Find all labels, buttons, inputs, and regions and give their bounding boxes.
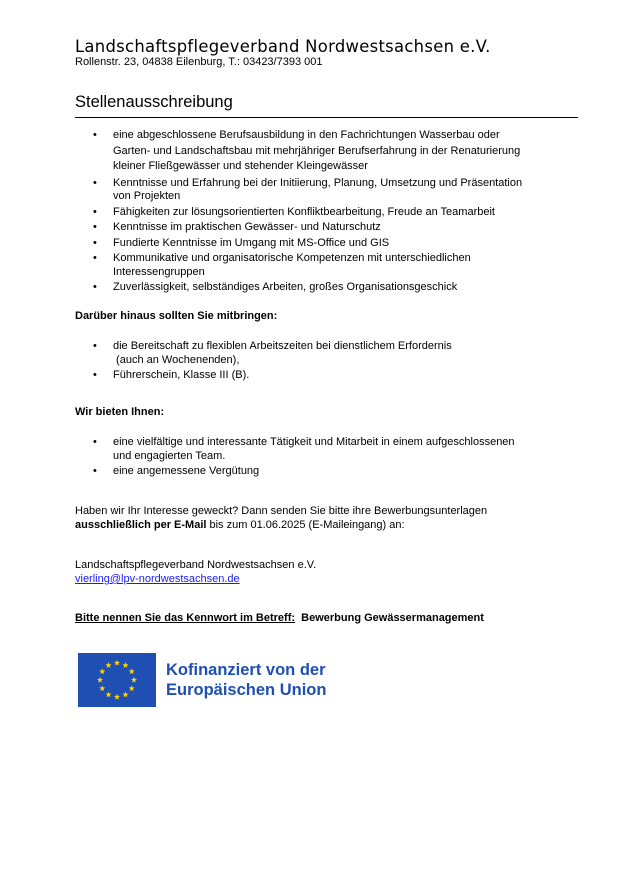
requirement-line: Fähigkeiten zur lösungsorientierten Konfliktbearbeitung, Freude an Teamarbeit: [113, 205, 495, 218]
requirement-line: Fundierte Kenntnisse im Umgang mit MS-Office und GIS: [113, 236, 390, 249]
eu-star-icon: [99, 685, 105, 691]
offer-line: eine vielfältige und interessante Tätigkeit und Mitarbeit in einem aufgeschlossenen: [113, 436, 515, 448]
eu-star-icon: [105, 662, 111, 668]
organization-name: Landschaftspflegeverband Nordwestsachsen e.V.: [75, 37, 491, 56]
extra-list: [75, 340, 575, 385]
list-item: [75, 128, 575, 175]
extra-line: Führerschein, Klasse III (B).: [113, 369, 250, 381]
email-only-emphasis: ausschließlich per E-Mail: [75, 519, 207, 531]
list-item: [75, 281, 575, 295]
requirement-line: kleiner Fließgewässer und stehender Kleingewässer: [113, 160, 368, 172]
section-heading-extra: Darüber hinaus sollten Sie mitbringen:: [75, 310, 278, 322]
list-item: [75, 221, 575, 235]
requirement-line: von Projekten: [113, 190, 181, 202]
extra-line: (auch an Wochenenden),: [113, 353, 240, 366]
bullet-icon: •: [93, 369, 97, 381]
extra-line: die Bereitschaft zu flexiblen Arbeitszeiten bei dienstlichem Erfordernis: [113, 340, 452, 352]
requirement-line: eine abgeschlossene Berufsausbildung in den Fachrichtungen Wasserbau oder: [113, 129, 500, 141]
bullet-icon: •: [93, 205, 97, 218]
bullet-icon: •: [93, 436, 97, 448]
eu-star-icon: [105, 692, 111, 698]
application-line: Haben wir Ihr Interesse geweckt? Dann senden Sie bitte ihre Bewerbungsunterlagen: [75, 505, 488, 517]
eu-star-icon: [99, 668, 105, 674]
bullet-icon: •: [93, 236, 97, 249]
bullet-icon: •: [93, 221, 97, 233]
requirements-list: [75, 128, 575, 297]
eu-star-icon: [122, 662, 128, 668]
eu-star-icon: [122, 692, 128, 698]
bullet-icon: •: [93, 252, 97, 264]
bullet-icon: •: [93, 281, 97, 293]
eu-star-icon: [129, 685, 135, 691]
list-item: [75, 340, 575, 367]
keyword-value: Bewerbung Gewässermanagement: [295, 612, 484, 624]
bullet-icon: •: [93, 340, 97, 352]
organization-address: Rollenstr. 23, 04838 Eilenburg, T.: 03423/7393 001: [75, 56, 323, 68]
list-item: [75, 177, 575, 204]
contact-block: [75, 558, 316, 586]
requirement-line: Garten- und Landschaftsbau mit mehrjähriger Berufserfahrung in der Renaturierung: [113, 144, 521, 157]
requirement-line: Zuverlässigkeit, selbständiges Arbeiten, großes Organisationsgeschick: [113, 281, 458, 293]
keyword-label: Bitte nennen Sie das Kennwort im Betreff:: [75, 612, 296, 624]
application-deadline: bis zum 01.06.2025 (E-Maileingang) an:: [206, 519, 405, 531]
offer-line: eine angemessene Vergütung: [113, 465, 260, 477]
eu-star-icon: [114, 694, 120, 700]
section-heading-offer: Wir bieten Ihnen:: [75, 406, 165, 418]
requirement-line: Interessengruppen: [113, 265, 205, 278]
list-item: [75, 369, 575, 383]
bullet-icon: •: [93, 465, 97, 477]
contact-email-link[interactable]: vierling@lpv-nordwestsachsen.de: [75, 573, 240, 585]
list-item: [75, 206, 575, 220]
list-item: [75, 436, 575, 463]
keyword-line: [75, 611, 484, 625]
title-divider: [75, 117, 578, 118]
requirement-line: Kenntnisse im praktischen Gewässer- und Naturschutz: [113, 221, 381, 233]
eu-text-line: Europäischen Union: [166, 681, 327, 699]
bullet-icon: •: [93, 176, 97, 189]
eu-star-icon: [131, 677, 137, 683]
page-title: Stellenausschreibung: [75, 93, 233, 111]
list-item: [75, 252, 575, 279]
eu-stars-icon: [78, 653, 156, 707]
requirement-line: Kenntnisse und Erfahrung bei der Initiierung, Planung, Umsetzung und Präsentation: [113, 176, 523, 189]
eu-cofunding-text: [166, 660, 326, 700]
eu-text-line: Kofinanziert von der: [166, 661, 326, 679]
application-paragraph: [75, 504, 487, 532]
contact-organization: Landschaftspflegeverband Nordwestsachsen e.V.: [75, 559, 317, 571]
list-item: [75, 465, 575, 479]
offer-list: [75, 436, 575, 481]
bullet-icon: •: [93, 129, 97, 141]
eu-star-icon: [129, 668, 135, 674]
requirement-line: Kommunikative und organisatorische Kompetenzen mit unterschiedlichen: [113, 252, 471, 264]
eu-flag-icon: [78, 653, 156, 707]
list-item: [75, 237, 575, 251]
eu-star-icon: [114, 660, 120, 666]
eu-cofunding-logo: [78, 653, 326, 707]
offer-line: und engagierten Team.: [113, 449, 226, 462]
eu-star-icon: [97, 677, 103, 683]
